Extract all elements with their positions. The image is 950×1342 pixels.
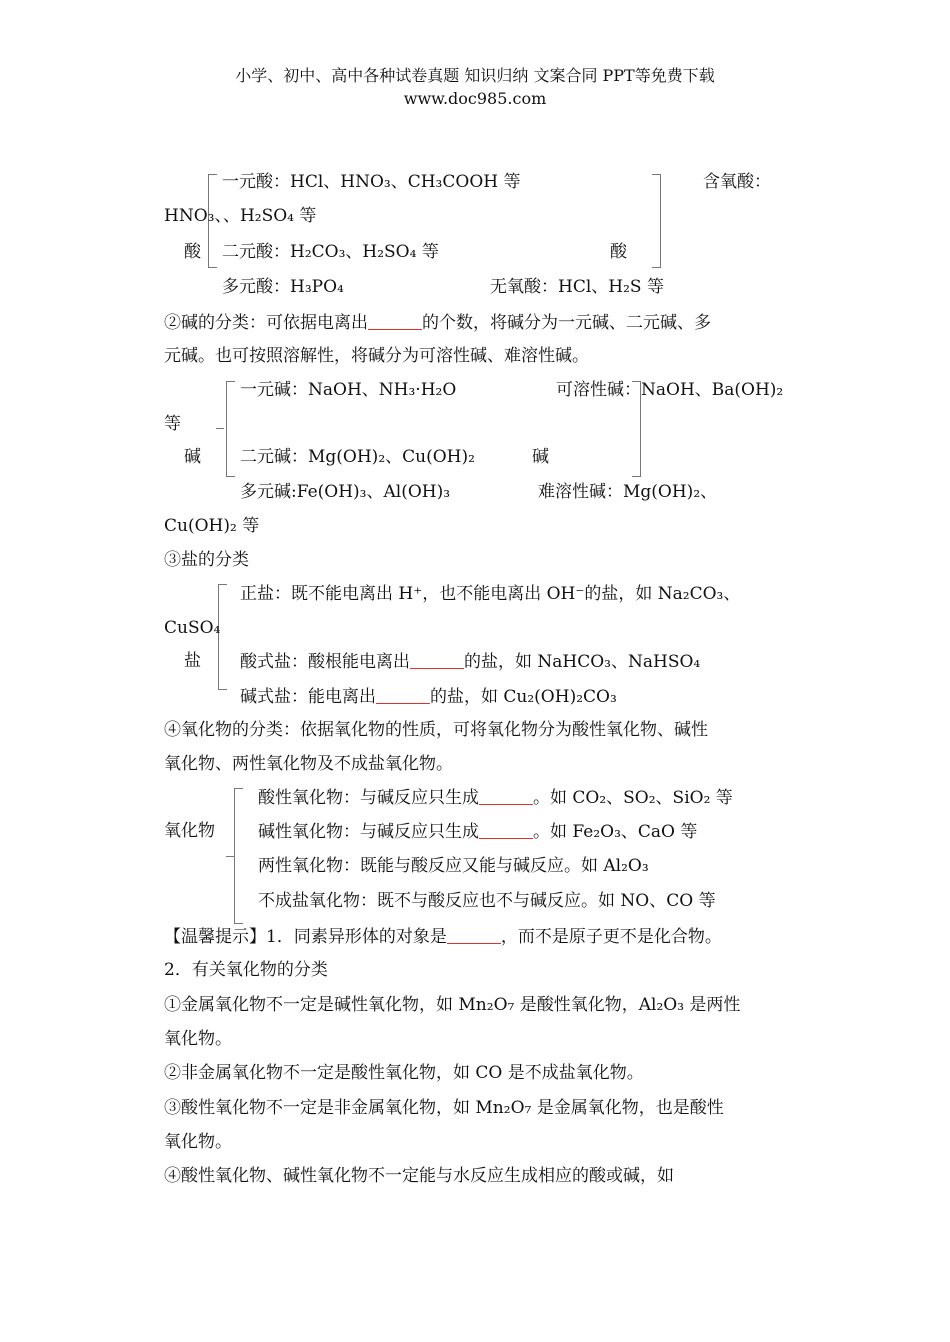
salt-basic: 碱式盐：能电离出 的盐，如 Cu₂(OH)₂CO₃: [240, 687, 617, 707]
tip-point-3a: ③酸性氧化物不一定是非金属氧化物，如 Mn₂O₇ 是金属氧化物，也是酸性: [164, 1098, 724, 1118]
oxide-neutral: 不成盐氧化物：既不与酸反应也不与碱反应。如 NO、CO 等: [258, 891, 716, 911]
tip-point-1b: 氧化物。: [164, 1029, 232, 1049]
oxide-brace: [234, 788, 243, 924]
blank-field: [410, 653, 464, 669]
blank-field: [376, 688, 430, 704]
tip-1: 【温馨提示】1．同素异形体的对象是 ，而不是原子更不是化合物。: [164, 927, 722, 947]
acid-oxyacid-label: 含氧酸：: [703, 172, 771, 192]
base-insoluble: 难溶性碱：Mg(OH)₂、: [538, 482, 718, 502]
salt-normal-cont: CuSO₄: [164, 618, 221, 638]
acid-anoxyacid: 无氧酸：HCl、H₂S 等: [490, 277, 664, 297]
acid-polyprotic: 多元酸：H₃PO₄: [222, 277, 344, 297]
oxide-amphoteric: 两性氧化物：既能与酸反应又能与碱反应。如 Al₂O₃: [258, 856, 649, 876]
blank-field: [447, 928, 501, 944]
blank-field: [479, 789, 533, 805]
base-insoluble-cont: Cu(OH)₂ 等: [164, 516, 260, 536]
tip-point-4: ④酸性氧化物、碱性氧化物不一定能与水反应生成相应的酸或碱，如: [164, 1166, 674, 1186]
brace-tick: [216, 428, 224, 429]
acid-monoprotic: 一元酸：HCl、HNO₃、CH₃COOH 等: [222, 172, 521, 192]
brace-tick: [226, 856, 234, 857]
oxide-category-label: 氧化物: [164, 821, 215, 841]
blank-field: [368, 314, 422, 330]
base-category-label: 碱: [184, 447, 201, 467]
acid-right-brace: [652, 174, 661, 268]
salt-category-label: 盐: [184, 651, 201, 671]
salt-acid: 酸式盐：酸根能电离出 的盐，如 NaHCO₃、NaHSO₄: [240, 652, 701, 672]
salt-normal: 正盐：既不能电离出 H⁺，也不能电离出 OH⁻的盐，如 Na₂CO₃、: [240, 584, 741, 604]
oxide-intro-line-2: 氧化物、两性氧化物及不成盐氧化物。: [164, 754, 453, 774]
acid-category-label-right: 酸: [610, 242, 627, 262]
base-soluble: 可溶性碱：NaOH、Ba(OH)₂: [556, 380, 784, 400]
blank-field: [479, 823, 533, 839]
base-diacidic: 二元碱：Mg(OH)₂、Cu(OH)₂: [240, 447, 475, 467]
salt-title: ③盐的分类: [164, 550, 249, 570]
base-intro-line-1: ②碱的分类：可依据电离出 的个数，将碱分为一元碱、二元碱、多: [164, 313, 711, 333]
base-polyacidic: 多元碱:Fe(OH)₃、Al(OH)₃: [240, 482, 451, 502]
oxide-basic: 碱性氧化物：与碱反应只生成 。如 Fe₂O₃、CaO 等: [258, 822, 698, 842]
tip-point-3b: 氧化物。: [164, 1132, 232, 1152]
acid-oxyacid-examples: HNO₃、、H₂SO₄ 等: [164, 206, 317, 226]
header-url: www.doc985.com: [403, 89, 547, 108]
tip-point-2: ②非金属氧化物不一定是酸性氧化物，如 CO 是不成盐氧化物。: [164, 1063, 644, 1083]
oxide-acidic: 酸性氧化物：与碱反应只生成 。如 CO₂、SO₂、SiO₂ 等: [258, 788, 733, 808]
header-line-1: 小学、初中、高中各种试卷真题 知识归纳 文案合同 PPT等免费下载: [235, 66, 715, 85]
oxide-intro-line-1: ④氧化物的分类：依据氧化物的性质，可将氧化物分为酸性氧化物、碱性: [164, 720, 708, 740]
base-category-label-right: 碱: [532, 447, 549, 467]
acid-category-label: 酸: [184, 242, 201, 262]
base-intro-line-2: 元碱。也可按照溶解性，将碱分为可溶性碱、难溶性碱。: [164, 346, 589, 366]
base-left-brace: [226, 381, 235, 477]
tip-2-title: 2．有关氧化物的分类: [164, 960, 328, 980]
base-monoacidic: 一元碱：NaOH、NH₃·H₂O: [240, 380, 457, 400]
base-soluble-deng: 等: [164, 414, 181, 434]
tip-point-1a: ①金属氧化物不一定是碱性氧化物，如 Mn₂O₇ 是酸性氧化物，Al₂O₃ 是两性: [164, 995, 741, 1015]
acid-diprotic: 二元酸：H₂CO₃、H₂SO₄ 等: [222, 242, 439, 262]
